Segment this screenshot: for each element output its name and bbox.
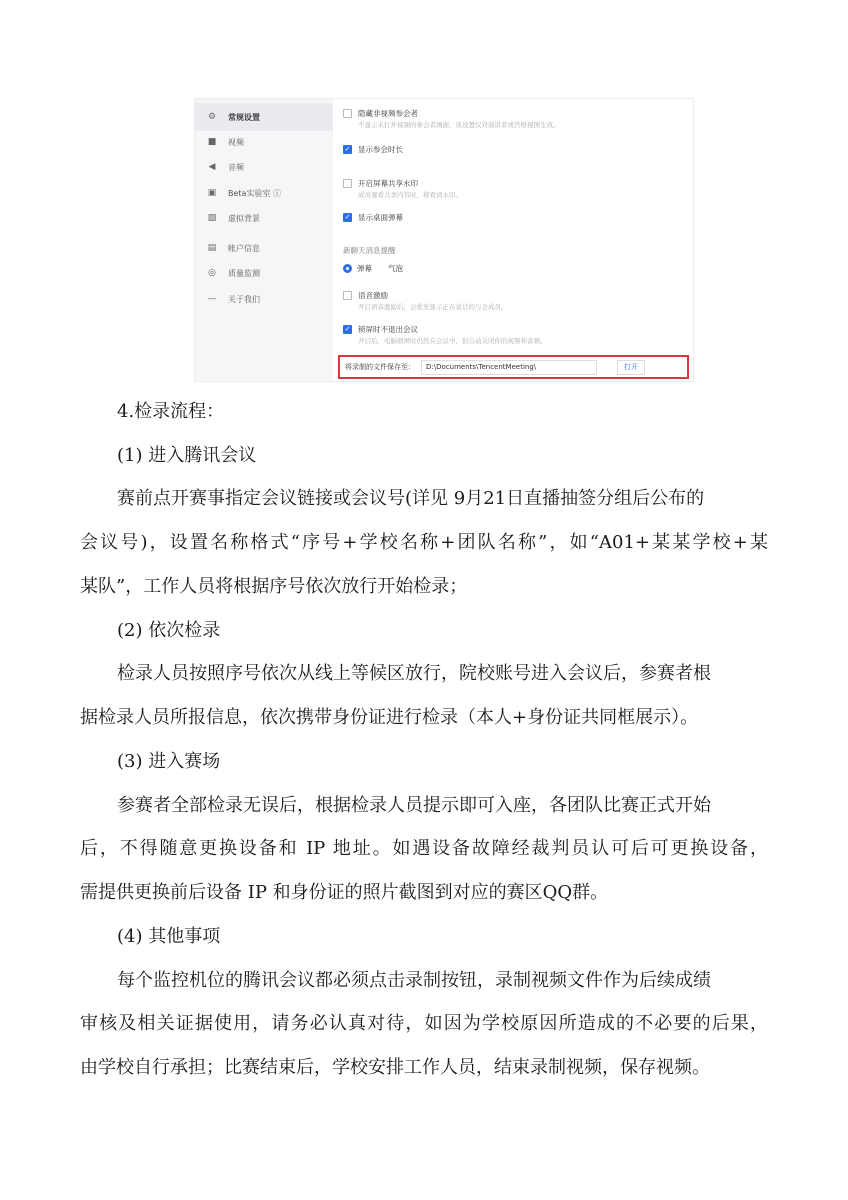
radio-bubble[interactable] [388,263,403,274]
setting-watermark [343,177,462,199]
sidebar-item-about[interactable] [205,290,260,308]
section-title: 新聊天消息提醒 [343,246,396,255]
paragraph-line: 会议号)，设置名称格式“序号+学校名称+团队名称”，如“A01+某某学校+某 [80,532,768,553]
paragraph-line: 审核及相关证据使用，请务必认真对待，如因为学校原因所造成的不必要的后果， [80,1013,768,1034]
paragraph-line: 赛前点开赛事指定会议链接或会议号(详见 9月21日直播抽签分组后公布的 [117,488,705,509]
paragraph-line: 检录人员按照序号依次从线上等候区放行，院校账号进入会议后，参赛者根 [117,663,711,684]
virtual-bg-icon: ▨ [207,213,217,223]
step-2-title: (2) 依次检录 [117,620,221,641]
setting-voice-excite [343,289,508,311]
radio-label: 弹幕 [357,264,372,273]
paragraph-line: 由学校自行承担；比赛结束后，学校安排工作人员，结束录制视频，保存视频。 [80,1057,710,1078]
radio-danmaku[interactable] [343,263,372,274]
settings-sidebar [195,99,333,381]
voice-excite-checkbox[interactable] [343,291,352,300]
stay-on-lock-checkbox[interactable]: ✓ [344,324,351,333]
paragraph-line: 后，不得随意更换设备和 IP 地址。如遇设备故障经裁判员认可后可更换设备， [80,838,768,859]
setting-desktop-danmaku [343,211,403,223]
sidebar-item-audio[interactable] [205,158,244,176]
step-4-title: (4) 其他事项 [117,926,221,947]
beta-lab-icon: ▣ [207,188,217,198]
sidebar-item-label: 视频 [228,137,244,147]
desktop-danmaku-checkbox[interactable]: ✓ [344,212,351,221]
setting-description: 成员观看共享内容时，将看到水印。 [358,191,462,199]
record-path-label: 将录制的文件保存至： [345,363,415,371]
about-icon: — [207,294,217,304]
setting-description: 开启语音激励后，会优先显示正在说话的与会成员。 [358,303,508,311]
sidebar-item-label: 质量监测 [228,268,260,278]
quality-icon: ◎ [208,268,216,278]
sidebar-item-quality[interactable] [205,264,260,282]
setting-description: 不显示未打开视频的参会者画面，该设置仅对演讲者或宫格视图生效。 [358,121,560,129]
setting-label: 显示参会时长 [358,144,403,154]
hide-non-video-checkbox[interactable] [343,109,352,118]
setting-hide-non-video [343,107,560,129]
record-path-field[interactable]: D:\Documents\TencentMeeting\ [421,360,597,375]
sidebar-item-label: 帐户信息 [228,243,260,253]
setting-stay-on-lock [343,323,547,345]
sidebar-item-video[interactable] [205,133,244,151]
sidebar-item-label: Beta实验室 ⓘ [228,188,281,198]
setting-label: 开启屏幕共享水印 [358,178,418,188]
sidebar-item-label: 常规设置 [228,112,260,122]
chat-notification-section [343,245,403,274]
step-1-title: (1) 进入腾讯会议 [117,445,257,466]
paragraph-line: 据检录人员所报信息，依次携带身份证进行检录（本人+身份证共同框展示）。 [80,707,699,728]
sidebar-item-virtual-bg[interactable] [205,209,260,227]
sidebar-item-label: 关于我们 [228,294,260,304]
open-folder-button[interactable]: 打开 [617,360,645,375]
radio-label: 气泡 [388,264,403,273]
paragraph-line: 某队”，工作人员将根据序号依次放行开始检录； [80,576,468,597]
sidebar-item-general[interactable] [205,108,260,126]
sidebar-item-label: 虚拟背景 [228,213,260,223]
setting-show-duration [343,143,403,155]
setting-description: 开启后，电脑锁屏时仍然在会议中，但自动关闭你的视频和音频。 [358,337,547,345]
video-icon: ■ [207,137,217,147]
audio-icon: ◀ [208,162,216,172]
radio-selected-icon [343,264,352,273]
paragraph-line: 需提供更换前后设备 IP 和身份证的照片截图到对应的赛区QQ群。 [80,882,609,903]
setting-label: 锁屏时不退出会议 [358,324,418,334]
sidebar-item-beta-lab[interactable] [205,184,281,202]
setting-label: 显示桌面弹幕 [358,212,403,222]
gear-icon: ⚙ [207,112,217,122]
account-icon: ▤ [207,243,217,253]
setting-label: 隐藏非视频参会者 [358,108,418,118]
setting-label: 语音激励 [358,290,388,300]
paragraph-line: 参赛者全部检录无误后，根据检录人员提示即可入座，各团队比赛正式开始 [117,795,711,816]
sidebar-item-account[interactable] [205,239,260,257]
meeting-settings-screenshot [194,98,694,382]
paragraph-line: 每个监控机位的腾讯会议都必须点击录制按钮，录制视频文件作为后续成绩 [117,970,711,991]
record-path-highlight [338,355,689,379]
watermark-checkbox[interactable] [343,179,352,188]
step-3-title: (3) 进入赛场 [117,751,221,772]
show-duration-checkbox[interactable]: ✓ [344,144,351,153]
sidebar-item-label: 音频 [228,162,244,172]
section-heading: 4.检录流程： [117,401,225,422]
